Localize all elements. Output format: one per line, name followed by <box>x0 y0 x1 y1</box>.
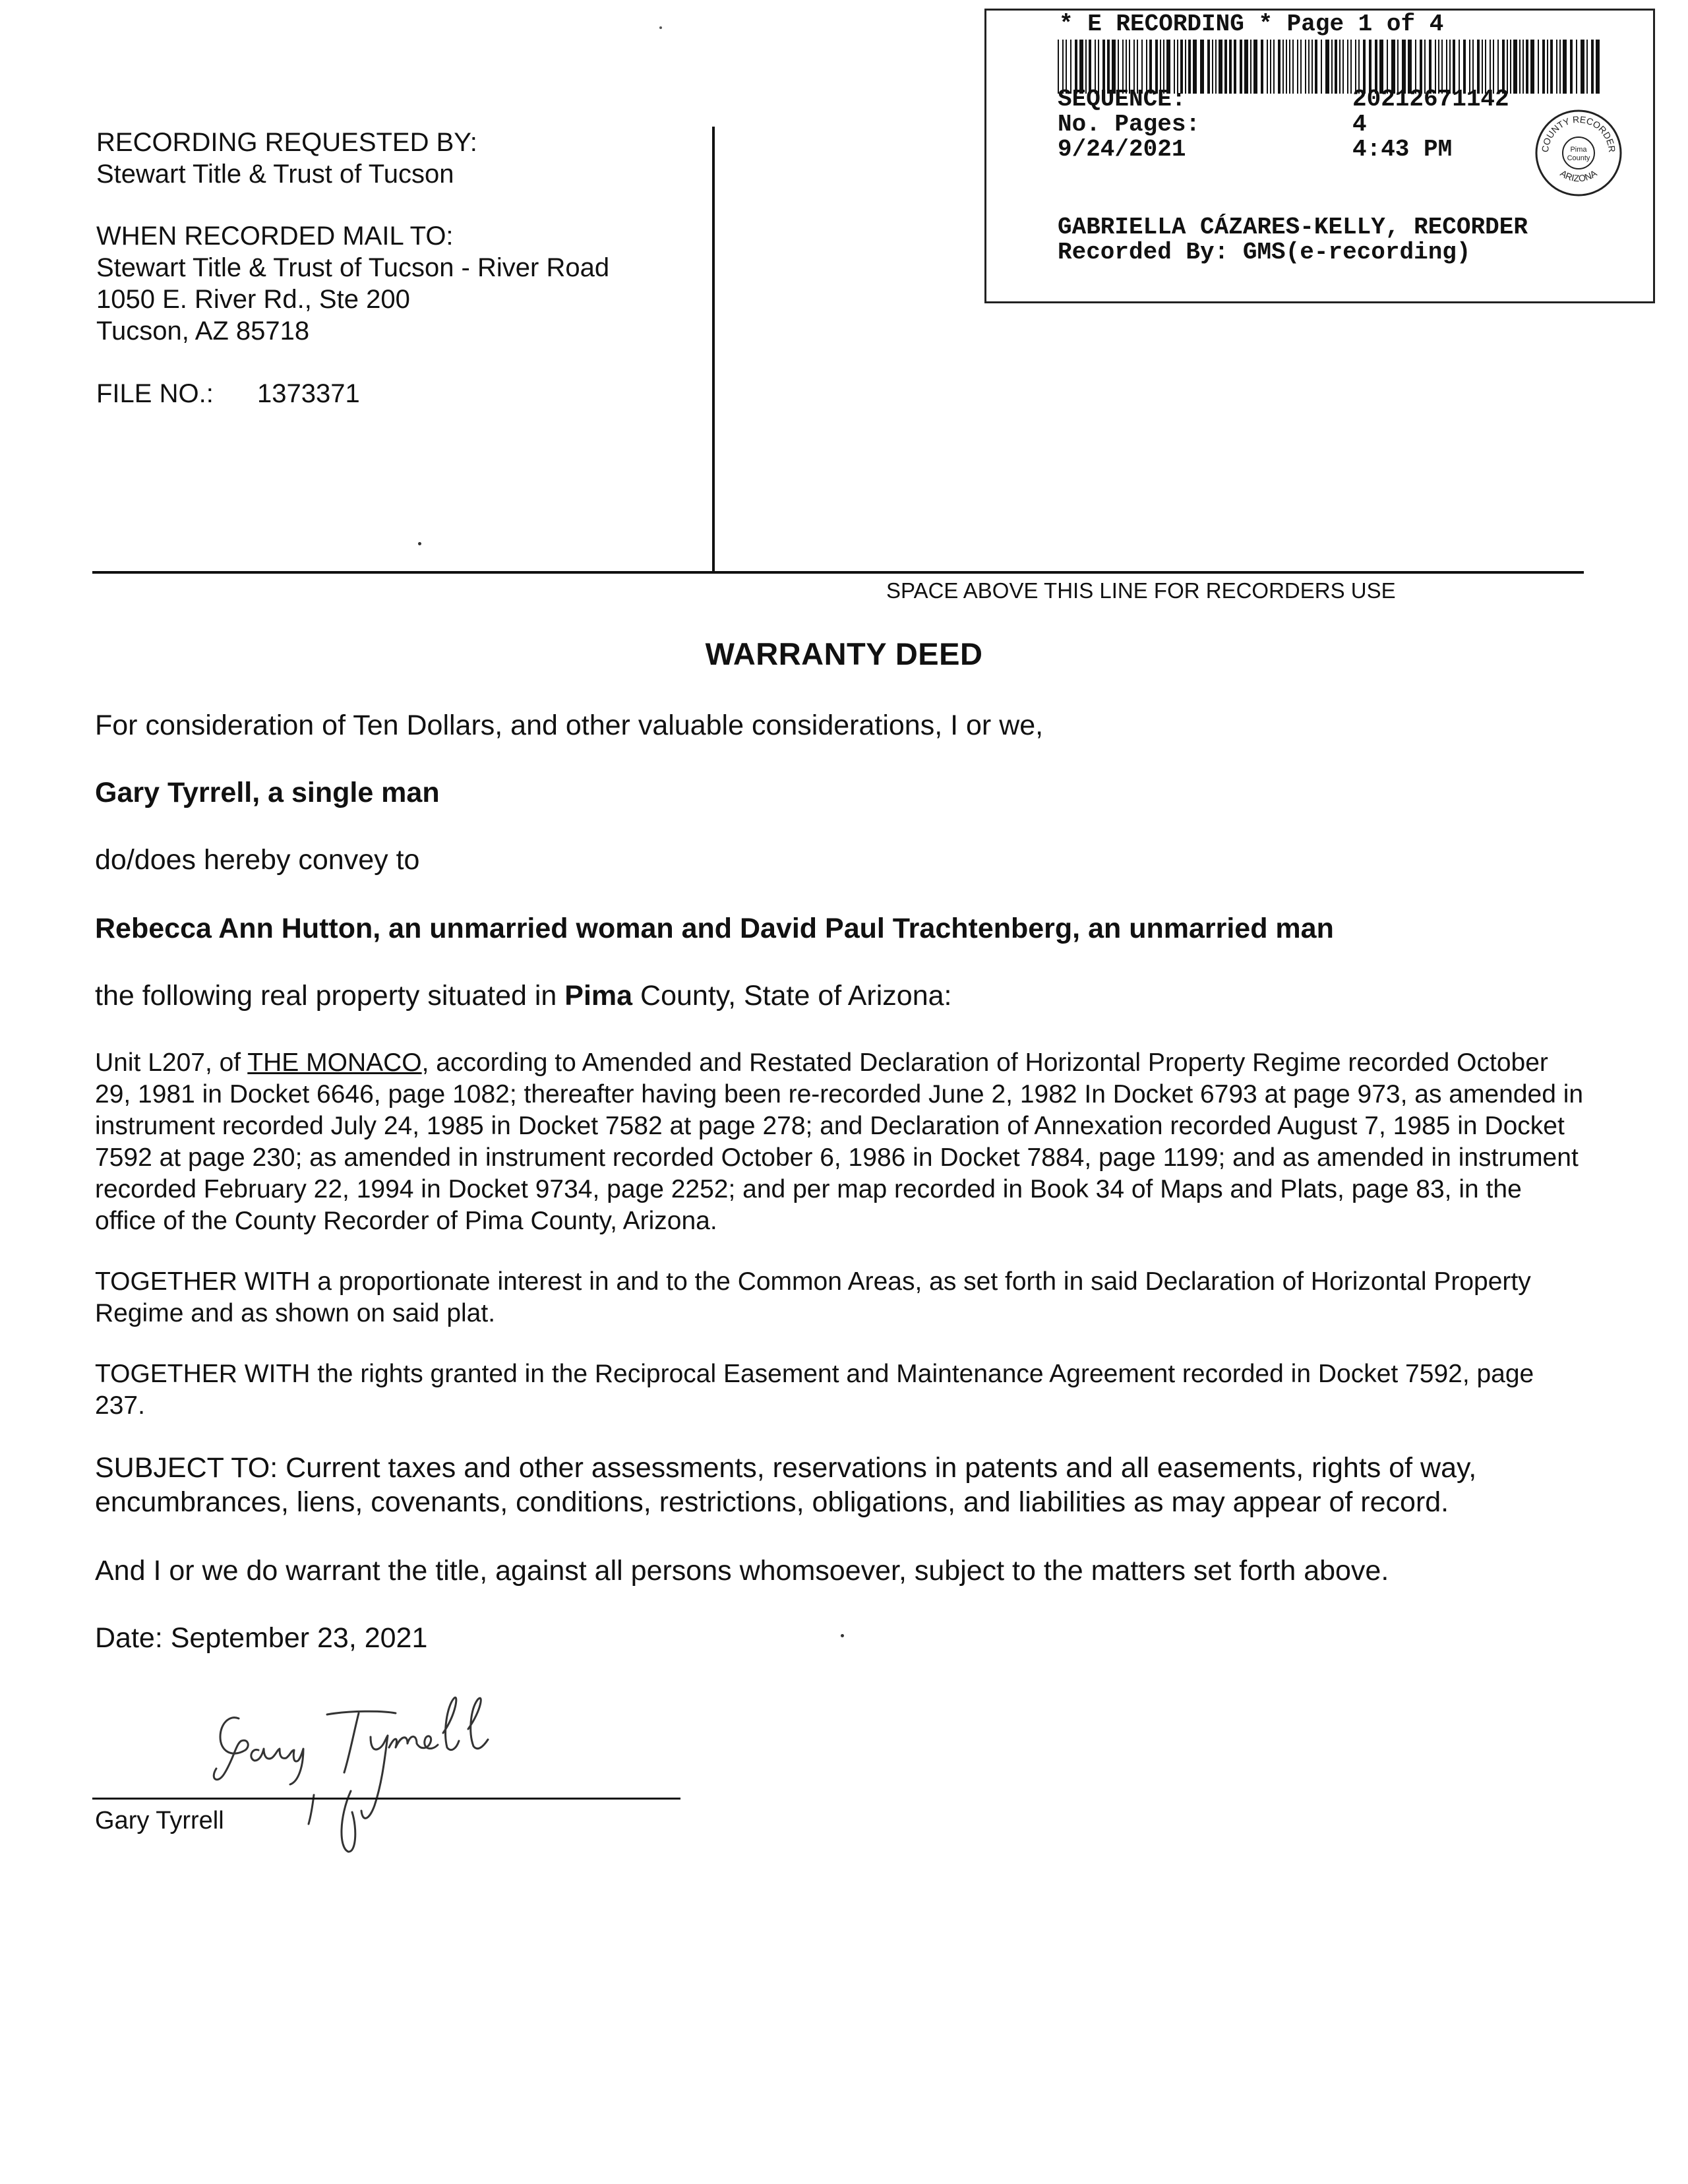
barcode-bar <box>1331 40 1333 94</box>
property-clause-post: County, State of Arizona: <box>632 980 952 1012</box>
barcode-bar <box>1563 40 1567 94</box>
warranty-clause: And I or we do warrant the title, against all persons whomsoever, subject to the matters set forth above. <box>95 1555 1389 1587</box>
barcode-bar <box>1193 40 1197 94</box>
recording-requested-by: Stewart Title & Trust of Tucson <box>96 160 454 189</box>
barcode-bar <box>1244 40 1248 94</box>
deed-title: WARRANTY DEED <box>705 636 983 671</box>
recorders-space-rule <box>92 571 1584 574</box>
barcode-bar <box>1325 40 1329 94</box>
barcode-bar <box>1596 40 1600 94</box>
barcode-bar <box>1234 40 1236 94</box>
barcode-bar <box>1315 40 1317 94</box>
recorded-by: Recorded By: GMS(e-recording) <box>1058 239 1471 266</box>
barcode-bar <box>1297 40 1298 94</box>
barcode-bar <box>1538 40 1539 94</box>
barcode-bar <box>1550 40 1553 94</box>
barcode-bar <box>1200 40 1204 94</box>
seal-center-text-1: Pima <box>1570 146 1587 154</box>
signature-line <box>92 1798 680 1800</box>
barcode-bar <box>1270 40 1271 94</box>
seal-center-text-2: County <box>1567 154 1590 162</box>
stray-mark <box>841 1634 844 1637</box>
mail-to-line-3: Tucson, AZ 85718 <box>96 317 310 346</box>
barcode-bar <box>1308 40 1310 94</box>
barcode-bar <box>1250 40 1251 94</box>
signer-name: Gary Tyrrell <box>95 1807 224 1835</box>
barcode-bar <box>1581 40 1584 94</box>
barcode-bar <box>1586 40 1588 94</box>
property-clause <box>95 979 1585 1013</box>
barcode-bar <box>1300 40 1302 94</box>
county-recorder-seal <box>1534 108 1623 198</box>
barcode-bar <box>1188 40 1191 94</box>
barcode-bar <box>1350 40 1352 94</box>
stamp-title: * E RECORDING * Page 1 of 4 <box>1059 11 1444 38</box>
barcode-bar <box>1267 40 1268 94</box>
grantor: Gary Tyrrell, a single man <box>95 777 440 808</box>
file-no: 1373371 <box>257 379 360 408</box>
barcode-bar <box>1261 40 1263 94</box>
barcode-bar <box>1289 40 1290 94</box>
barcode-bar <box>1278 40 1281 94</box>
legal-description-post: , according to Amended and Restated Declaration of Horizontal Property Regime recorded October 29, 1981 in Docket 6646, page 1082; thereafter having been re-recorded June 2, 1982 In Docket 6793 at page 973, as amended in instrument recorded July 24, 1985 in Docket 7582 at page 278; and Declaration of Annexation recorded August 7, 1985 in Docket 7592 at page 230; as amended in instrument recorded October 6, 1986 in Docket 7884, page 1199; and as amended in instrument recorded February 22, 1994 in Docket 9734, page 2252; and per map recorded in Book 34 of Maps and Plats, page 83, in the office of the County Recorder of Pima County, Arizona. <box>95 1048 1584 1235</box>
barcode-bar <box>1253 40 1257 94</box>
svg-text:ARIZONA <box>1558 167 1599 184</box>
pages-count: 4 <box>1352 111 1367 138</box>
pages-label: No. Pages: <box>1058 111 1201 138</box>
legal-description <box>95 1047 1585 1237</box>
barcode-bar <box>1347 40 1348 94</box>
barcode-bar <box>1305 40 1306 94</box>
mail-to-line-2: 1050 E. River Rd., Ste 200 <box>96 285 410 314</box>
barcode-bar <box>1342 40 1344 94</box>
barcode-bar <box>1570 40 1573 94</box>
mail-to-line-1: Stewart Title & Trust of Tucson - River Road <box>96 253 610 282</box>
barcode-bar <box>1522 40 1524 94</box>
barcode-bar <box>1212 40 1213 94</box>
deed-date: Date: September 23, 2021 <box>95 1622 428 1654</box>
barcode-bar <box>1224 40 1227 94</box>
sequence-label: SEQUENCE: <box>1058 86 1186 113</box>
sequence-number: 20212671142 <box>1352 86 1509 113</box>
barcode-bar <box>1321 40 1322 94</box>
barcode-bar <box>1547 40 1548 94</box>
subject-to-clause: SUBJECT TO: Current taxes and other assessments, reservations in patents and all easements, rights of way, encumbrances, liens, covenants, conditions, restrictions, obligations, and liabilities as may appear of record. <box>95 1452 1477 1518</box>
consideration-clause: For consideration of Ten Dollars, and other valuable considerations, I or we, <box>95 710 1044 741</box>
barcode-bar <box>1311 40 1313 94</box>
barcode-bar <box>1559 40 1561 94</box>
together-with-easement: TOGETHER WITH the rights granted in the Reciprocal Easement and Maintenance Agreement recorded in Docket 7592, page 237. <box>95 1360 1534 1420</box>
convey-clause: do/does hereby convey to <box>95 844 420 876</box>
barcode-bar <box>1591 40 1594 94</box>
recorders-use-label: SPACE ABOVE THIS LINE FOR RECORDERS USE <box>886 578 1396 603</box>
barcode-bar <box>1519 40 1521 94</box>
barcode-bar <box>1215 40 1217 94</box>
barcode-bar <box>1207 40 1210 94</box>
barcode-bar <box>1240 40 1242 94</box>
stray-mark <box>659 26 662 29</box>
barcode-bar <box>1576 40 1577 94</box>
barcode-bar <box>1339 40 1341 94</box>
property-clause-pre: the following real property situated in <box>95 980 565 1012</box>
legal-project-name: THE MONACO <box>247 1048 422 1077</box>
file-no-label: FILE NO.: <box>96 379 214 408</box>
property-county: Pima <box>564 980 633 1012</box>
seal-bottom-text: ARIZONA <box>1558 167 1599 184</box>
recorder-name: GABRIELLA CÁZARES-KELLY, RECORDER <box>1058 214 1528 241</box>
barcode-bar <box>1335 40 1337 94</box>
barcode-bar <box>1229 40 1232 94</box>
barcode-bar <box>1556 40 1557 94</box>
barcode-bar <box>1526 40 1528 94</box>
barcode-bar <box>1273 40 1275 94</box>
stray-mark <box>418 542 421 545</box>
header-vertical-divider <box>712 127 715 574</box>
barcode-bar <box>1510 40 1511 94</box>
together-with-common-areas: TOGETHER WITH a proportionate interest in and to the Common Areas, as set forth in said Declaration of Horizontal Property Regime and as shown on said plat. <box>95 1267 1531 1327</box>
legal-description-pre: Unit L207, of <box>95 1048 248 1077</box>
recording-date: 9/24/2021 <box>1058 136 1186 163</box>
barcode-bar <box>1286 40 1287 94</box>
mail-to-label: WHEN RECORDED MAIL TO: <box>96 222 454 251</box>
barcode-bar <box>1542 40 1545 94</box>
recording-time: 4:43 PM <box>1352 136 1453 163</box>
grantee: Rebecca Ann Hutton, an unmarried woman and David Paul Trachtenberg, an unmarried man <box>95 913 1334 944</box>
barcode-bar <box>1292 40 1294 94</box>
barcode-bar <box>1530 40 1534 94</box>
barcode-bar <box>1219 40 1222 94</box>
recorder-stamp <box>984 9 1655 303</box>
barcode-bar <box>1513 40 1517 94</box>
barcode-bar <box>1282 40 1284 94</box>
handwritten-signature <box>198 1695 567 1873</box>
recording-requested-label: RECORDING REQUESTED BY: <box>96 128 477 157</box>
seal-top-text: COUNTY RECORDER <box>1539 113 1618 153</box>
